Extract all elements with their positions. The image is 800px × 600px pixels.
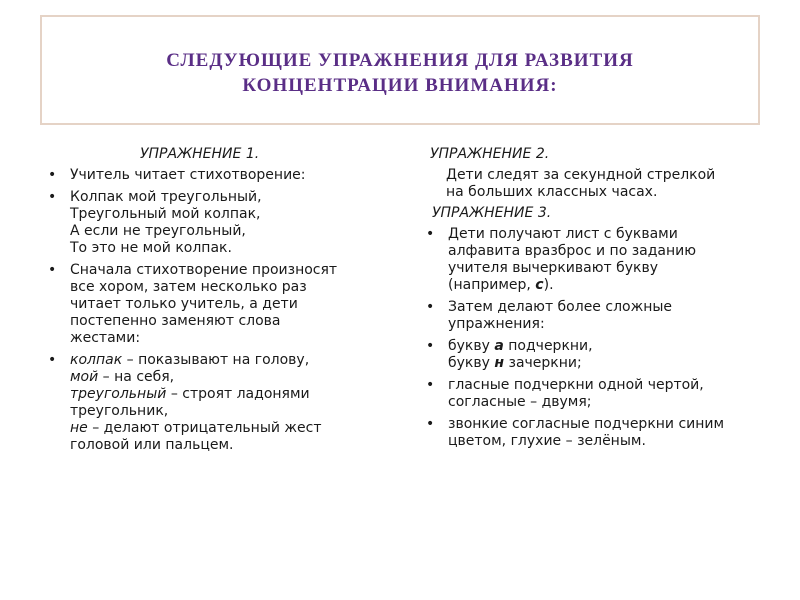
item-line: упражнения: xyxy=(448,316,545,332)
list-item xyxy=(418,226,763,294)
gesture-word: не xyxy=(70,420,88,436)
gesture-line xyxy=(70,386,380,403)
bullet-icon: • xyxy=(426,416,435,432)
list-item xyxy=(418,416,763,450)
poem-line: Треугольный мой колпак, xyxy=(70,206,261,222)
page-title xyxy=(166,42,633,98)
item-text: букву xyxy=(448,355,495,371)
gesture-desc: – строят ладонями xyxy=(166,386,310,402)
bullet-icon: • xyxy=(426,377,435,393)
poem-line: Колпак мой треугольный, xyxy=(70,189,262,205)
exercise-2-heading: УПРАЖНЕНИЕ 2. xyxy=(430,146,550,162)
list-item xyxy=(40,262,380,347)
title-line-1: СЛЕДУЮЩИЕ УПРАЖНЕНИЯ ДЛЯ РАЗВИТИЯ xyxy=(166,50,634,71)
gesture-desc: – показывают на голову, xyxy=(122,352,310,368)
bullet-icon: • xyxy=(48,189,57,205)
gesture-line xyxy=(70,420,380,437)
gestures-item xyxy=(40,352,380,454)
item-line xyxy=(448,277,763,294)
exercise-2-text xyxy=(418,167,763,201)
exercise-3-heading: УПРАЖНЕНИЕ 3. xyxy=(432,205,552,221)
letter-example: н xyxy=(494,355,505,371)
item-text: ). xyxy=(543,277,554,293)
bullet-icon: • xyxy=(48,262,57,278)
item-line xyxy=(448,355,763,372)
item-line: читает только учитель, а дети xyxy=(70,296,298,312)
list-item xyxy=(418,338,763,372)
item-line: постепенно заменяют слова xyxy=(70,313,281,329)
bullet-icon: • xyxy=(426,226,435,242)
left-column xyxy=(40,146,380,459)
gesture-line xyxy=(70,369,380,386)
item-line: звонкие согласные подчеркни синим xyxy=(448,416,725,432)
item-line: цветом, глухие – зелёным. xyxy=(448,433,646,449)
item-text: зачеркни; xyxy=(504,355,582,371)
item-line: учителя вычеркивают букву xyxy=(448,260,659,276)
text-line: Дети следят за секундной стрелкой xyxy=(446,167,716,183)
item-line: Дети получают лист с буквами xyxy=(448,226,678,242)
list-item xyxy=(418,377,763,411)
title-box xyxy=(40,15,760,125)
gesture-line: головой или пальцем. xyxy=(70,437,234,453)
item-line: гласные подчеркни одной чертой, xyxy=(448,377,704,393)
gesture-line: треугольник, xyxy=(70,403,169,419)
title-line-2: КОНЦЕНТРАЦИИ ВНИМАНИЯ: xyxy=(242,75,558,96)
item-text: Учитель читает стихотворение: xyxy=(70,167,306,183)
item-line: согласные – двумя; xyxy=(448,394,592,410)
right-column xyxy=(418,146,763,455)
gesture-word: колпак xyxy=(70,352,123,368)
gesture-desc: – на себя, xyxy=(98,369,175,385)
exercise-1-heading: УПРАЖНЕНИЕ 1. xyxy=(140,146,260,162)
gesture-word: мой xyxy=(70,369,99,385)
bullet-icon: • xyxy=(48,352,57,368)
letter-example: с xyxy=(535,277,544,293)
gesture-word: треугольный xyxy=(70,386,167,402)
exercise-3-list xyxy=(418,226,763,450)
item-text: подчеркни, xyxy=(503,338,593,354)
bullet-icon: • xyxy=(426,299,435,315)
list-item xyxy=(40,167,380,184)
text-line: на больших классных часах. xyxy=(446,184,658,200)
exercise-1-list xyxy=(40,167,380,454)
bullet-icon: • xyxy=(48,167,57,183)
item-text: (например, xyxy=(448,277,536,293)
item-line: алфавита вразброс и по заданию xyxy=(448,243,697,259)
item-text: букву xyxy=(448,338,495,354)
item-line: Затем делают более сложные xyxy=(448,299,673,315)
gesture-line xyxy=(70,352,380,369)
gesture-desc: – делают отрицательный жест xyxy=(87,420,322,436)
poem-item xyxy=(40,189,380,257)
item-line xyxy=(448,338,763,355)
item-line: Сначала стихотворение произносят xyxy=(70,262,338,278)
item-line: жестами: xyxy=(70,330,141,346)
item-line: все хором, затем несколько раз xyxy=(70,279,307,295)
bullet-icon: • xyxy=(426,338,435,354)
poem-line: А если не треугольный, xyxy=(70,223,246,239)
list-item xyxy=(418,299,763,333)
letter-example: а xyxy=(494,338,504,354)
poem-line: То это не мой колпак. xyxy=(70,240,232,256)
